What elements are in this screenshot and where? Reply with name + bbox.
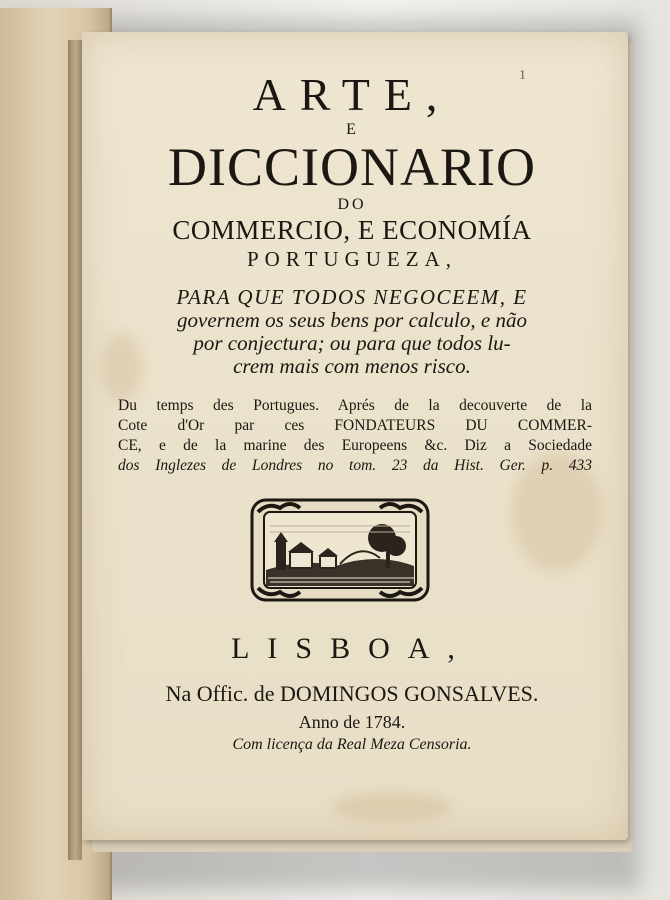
quote-line: Cote d'Or par ces FONDATEURS DU COMMER- bbox=[118, 417, 592, 434]
purpose-statement bbox=[92, 286, 612, 378]
quote-line: dos Inglezes de Londres no tom. 23 da Hist. Ger. p. 433 bbox=[118, 457, 592, 474]
title-page-text bbox=[92, 60, 612, 756]
subtitle-line-1: COMMERCIO, E ECONOMÍA bbox=[172, 215, 532, 245]
vignette bbox=[92, 498, 612, 610]
article: DO bbox=[337, 196, 367, 213]
imprint-year: Anno de 1784. bbox=[298, 712, 406, 732]
imprint-place: LISBOA, bbox=[231, 632, 473, 665]
purpose-line: governem os seus bens por calculo, e não bbox=[177, 308, 527, 332]
quote-line: CE, e de la marine des Europeens &c. Diz a Sociedade bbox=[118, 437, 592, 454]
epigraph-quote bbox=[92, 396, 612, 476]
imprint-printer: Na Offic. de DOMINGOS GONSALVES. bbox=[165, 681, 539, 706]
engraved-landscape-vignette bbox=[250, 498, 430, 602]
book-spine bbox=[68, 40, 82, 860]
title-word: ARTE, bbox=[252, 69, 452, 120]
conjunction: E bbox=[346, 121, 358, 138]
main-title: DICCIONARIO bbox=[168, 137, 536, 197]
purpose-line: por conjectura; ou para que todos lu- bbox=[193, 331, 511, 355]
purpose-line: PARA QUE TODOS NEGOCEEM, E bbox=[176, 285, 528, 309]
imprint-license: Com licença da Real Meza Censoria. bbox=[232, 736, 472, 753]
page-mark: 1 bbox=[519, 68, 526, 83]
subtitle-line-2: PORTUGUEZA, bbox=[247, 247, 457, 271]
purpose-line: crem mais com menos risco. bbox=[233, 354, 471, 378]
quote-line: Du temps des Portugues. Aprés de la decouverte de la bbox=[118, 397, 592, 414]
paper-stain bbox=[332, 792, 452, 822]
